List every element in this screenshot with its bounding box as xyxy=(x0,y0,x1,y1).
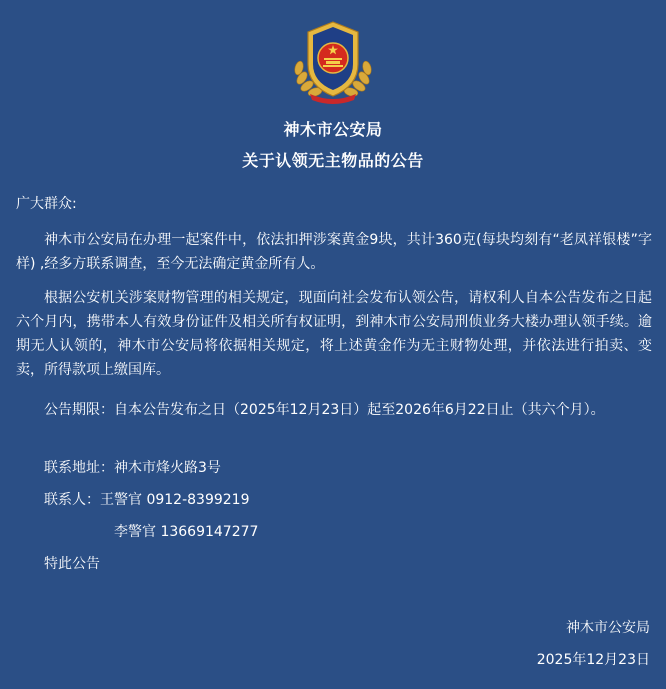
contact-person-1: 联系人：王警官 0912-8399219 xyxy=(44,492,250,508)
contact-address: 联系地址：神木市烽火路3号 xyxy=(44,460,221,476)
contact-person-2: 李警官 13669147277 xyxy=(114,524,259,540)
signature-org: 神木市公安局 xyxy=(566,620,650,636)
page-subtitle: 关于认领无主物品的公告 xyxy=(242,151,424,170)
paragraph-period: 公告期限：自本公告发布之日（2025年12月23日）起至2026年6月22日止（共六个月）。 xyxy=(44,402,605,418)
police-emblem-icon xyxy=(288,20,378,104)
paragraph-claim: 根据公安机关涉案财物管理的相关规定，现面向社会发布认领公告，请权利人自本公告发布之日起六个月内，携带本人有效身份证件及相关所有权证明，到神木市公安局刑侦业务大楼办理认领手续。逾期无人认领的，神木市公安局将依据相关规定，将上述黄金作为无主财物处理，并依法进行拍卖、变卖，所得款项上缴国库。 xyxy=(16,290,652,378)
signature-date: 2025年12月23日 xyxy=(536,652,650,668)
paragraph-case: 神木市公安局在办理一起案件中，依法扣押涉案黄金9块，共计360克(每块均刻有“老凤祥银楼”字样) ,经多方联系调查，至今无法确定黄金所有人。 xyxy=(16,232,652,272)
page-title: 神木市公安局 xyxy=(283,120,383,139)
closing-text: 特此公告 xyxy=(44,556,100,572)
salutation: 广大群众: xyxy=(16,196,77,212)
